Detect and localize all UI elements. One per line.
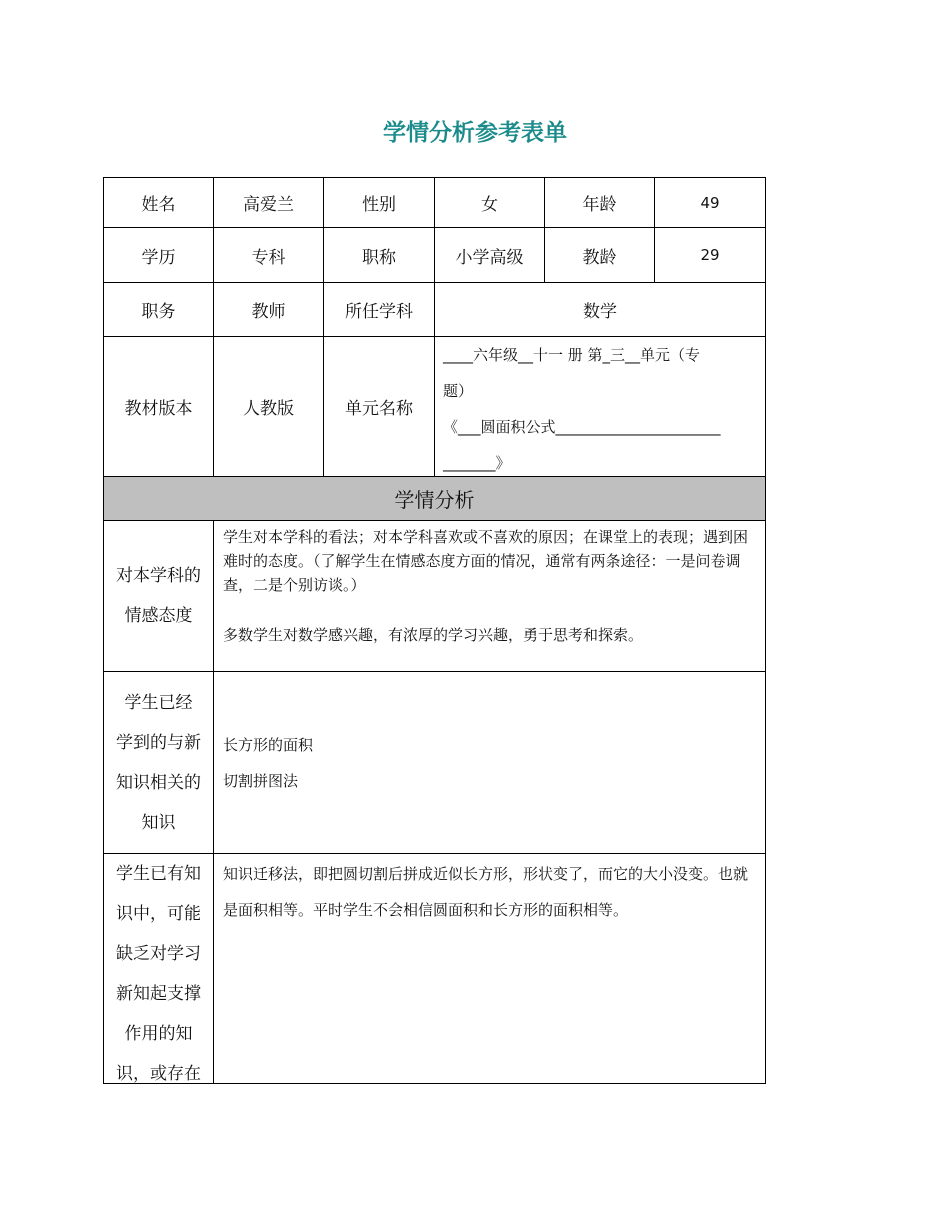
textbook-label: 教材版本 — [103, 336, 214, 477]
info-table — [103, 177, 766, 1084]
side-line: 作用的知 — [124, 1024, 193, 1044]
side-line: 缺乏对学习 — [116, 944, 201, 964]
edu-label: 学历 — [103, 227, 214, 283]
teach-years-value: 29 — [654, 227, 766, 283]
content-paragraph: 切割拼图法 — [223, 771, 299, 790]
unit-line-2: 题） — [443, 382, 474, 400]
teach-years-label: 教龄 — [544, 227, 655, 283]
unit-line-4: _______》 — [443, 454, 511, 472]
side-line: 学到的与新 — [116, 732, 201, 753]
side-line: 学生已有知 — [116, 864, 201, 884]
side-line: 情感态度 — [124, 606, 193, 626]
row-gap-content — [213, 853, 766, 1084]
subject-value: 数学 — [434, 282, 766, 337]
unit-line-1: ____六年级__十一 册 第_三__单元（专 — [443, 346, 701, 364]
side-line: 知识 — [141, 812, 176, 833]
row-emotion-side — [103, 520, 214, 672]
section-header: 学情分析 — [103, 476, 766, 521]
duty-label: 职务 — [103, 282, 214, 337]
content-paragraph: 长方形的面积 — [223, 735, 314, 754]
row-prior-side — [103, 671, 214, 854]
page-title: 学情分析参考表单 — [383, 119, 567, 146]
gender-label: 性别 — [323, 177, 435, 228]
subject-label: 所任学科 — [323, 282, 435, 337]
unit-label: 单元名称 — [323, 336, 435, 477]
side-line: 识中，可能 — [116, 904, 201, 924]
side-line: 新知起支撑 — [116, 984, 201, 1004]
rank-value: 小学高级 — [434, 227, 545, 283]
row-prior-content — [213, 671, 766, 854]
unit-line-3: 《___圆面积公式______________________ — [443, 418, 721, 436]
rank-label: 职称 — [323, 227, 435, 283]
gender-value: 女 — [434, 177, 545, 228]
content-paragraph: 多数学生对数学感兴趣，有浓厚的学习兴趣，勇于思考和探索。 — [223, 626, 644, 644]
side-line: 知识相关的 — [116, 772, 201, 793]
edu-value: 专科 — [213, 227, 324, 283]
content-paragraph: 学生对本学科的看法；对本学科喜欢或不喜欢的原因；在课堂上的表现；遇到困难时的态度。（了解学生在情感态度方面的情况，通常有两条途径：一是问卷调查，二是个别访谈。） — [223, 528, 749, 594]
age-value: 49 — [654, 177, 766, 228]
name-label: 姓名 — [103, 177, 214, 228]
name-value: 高爱兰 — [213, 177, 324, 228]
age-label: 年龄 — [544, 177, 655, 228]
side-line: 识，或存在 — [116, 1064, 201, 1084]
textbook-value: 人教版 — [213, 336, 324, 477]
content-paragraph: 知识迁移法，即把圆切割后拼成近似长方形，形状变了，而它的大小没变。也就是面积相等。平时学生不会相信圆面积和长方形的面积相等。 — [223, 865, 749, 919]
row-emotion-content — [213, 520, 766, 672]
side-line: 学生已经 — [124, 692, 193, 713]
unit-value — [434, 336, 766, 477]
side-line: 对本学科的 — [116, 566, 201, 586]
duty-value: 教师 — [213, 282, 324, 337]
row-gap-side — [103, 853, 214, 1084]
